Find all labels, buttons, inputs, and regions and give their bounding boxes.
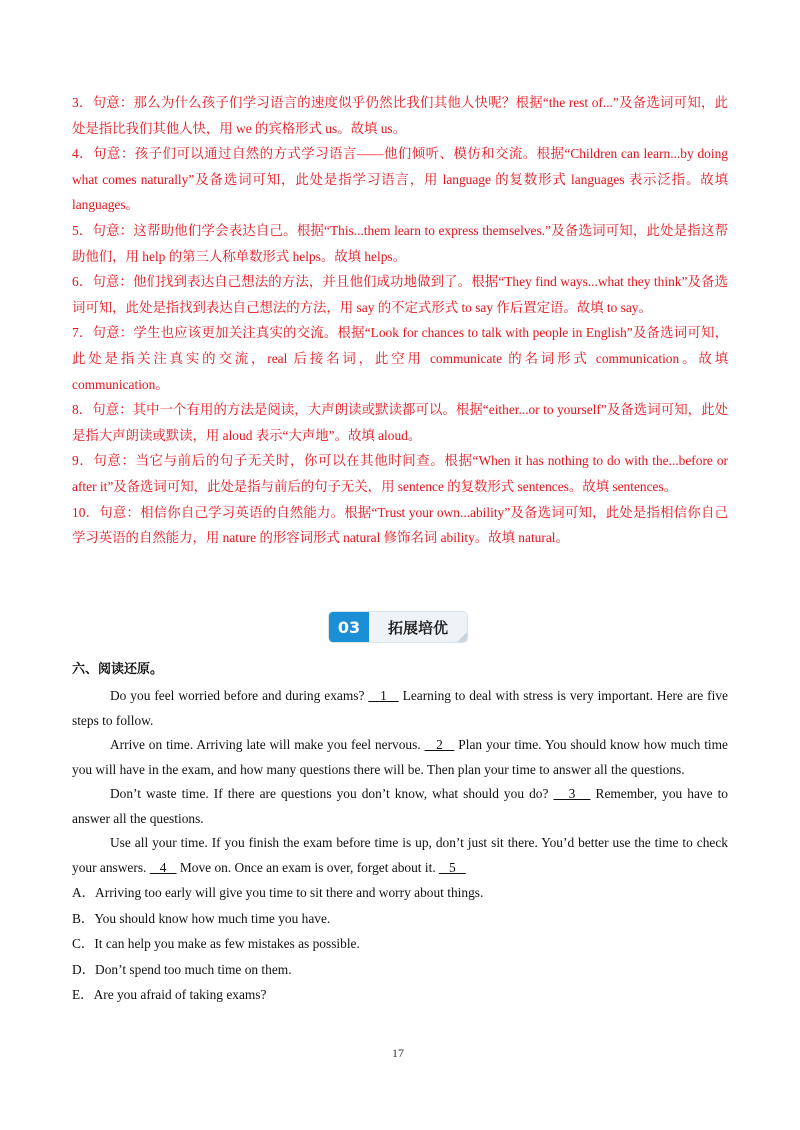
paragraph-text: Plan your time. You should know how much time you will have in the exam, and how many questions there will be. Then plan your time to answer all the questions. [72,737,728,777]
answer-6: 6．句意：他们找到表达自己想法的方法，并且他们成功地做到了。根据“They find ways...what they think”及备选词可知，此处是指找到表达自己想法的方法，用 say 的不定式形式 to say 作后置定语。故填 to say。 [72,274,728,315]
answer-5: 5．句意：这帮助他们学会表达自己。根据“This...them learn to express themselves.”及备选词可知，此处是指这帮助他们，用 help 的第三人称单数形式 helps。故填 helps。 [72,222,728,264]
blank-2: 2 [424,737,455,752]
answer-explanations [72,90,728,551]
option-c: C．It can help you make as few mistakes as possible. [72,936,360,952]
blank-5: 5 [439,859,466,875]
paragraph-text: Don’t waste time. If there are questions you don’t know, what should you do? [110,786,554,801]
answer-3: 3．句意：那么为什么孩子们学习语言的速度似乎仍然比我们其他人快呢？根据“the rest of...”及备选词可知，此处是指比我们其他人快，用 we 的宾格形式 us。故填 us。 [72,95,728,136]
reading-section [72,660,728,1008]
paragraph-text: Arrive on time. Arriving late will make you feel nervous. [110,737,425,752]
answer-8: 8．句意：其中一个有用的方法是阅读，大声朗读或默读都可以。根据“either...or to yourself”及备选词可知，此处是指大声朗读或默读，用 aloud 表示“大声地”。故填 aloud。 [72,402,728,443]
passage-paragraph-2 [72,733,728,782]
option-e: E．Are you afraid of taking exams? [72,987,267,1003]
paragraph-text: Do you feel worried before and during exams? [110,688,369,703]
answer-4: 4．句意：孩子们可以通过自然的方式学习语言——他们倾听、模仿和交流。根据“Children can learn...by doing what comes naturally”及备选词可知，此处是指学习语言，用 language 的复数形式 languages 表示泛指。故填 languages。 [72,146,728,213]
answer-9: 9．句意：当它与前后的句子无关时，你可以在其他时间查。根据“When it has nothing to do with the...before or after it”及备选词可知，此处是指与前后的句子无关，用 sentence 的复数形式 sentences。故填 sentences。 [72,453,728,494]
badge-corner-decoration [457,632,467,642]
passage-paragraph-3 [72,782,728,831]
paragraph-text: Remember, you have to answer all the questions. [72,786,729,826]
page-number: 17 [392,1046,404,1060]
paragraph-text: Move on. Once an exam is over, forget about it. [176,859,440,875]
badge-number: 03 [329,612,369,642]
blank-3: 3 [553,786,591,801]
blank-4: 4 [149,859,177,875]
section-title: 六、阅读还原。 [72,662,164,677]
paragraph-text: Learning to deal with stress is very important. Here are five steps to follow. [72,688,728,728]
paragraph-text: Use all your time. If you finish the exam before time is up, don’t just sit there. You’d better use the time to check your answers. [72,835,728,875]
badge-box [329,612,467,642]
passage-paragraph-4 [72,831,728,880]
badge-label: 拓展培优 [369,612,467,642]
answer-10: 10．句意：相信你自己学习英语的自然能力。根据“Trust your own...ability”及备选词可知，此处是指相信你自己学习英语的自然能力，用 nature 的形容词形式 natural 修饰名词 ability。故填 natural。 [72,504,728,546]
option-a: A．Arriving too early will give you time to sit there and worry about things. [72,885,484,900]
section-badge [0,612,800,646]
option-b: B．You should know how much time you have. [72,910,331,926]
option-d: D．Don’t spend too much time on them. [72,961,292,977]
blank-1: 1 [368,688,399,703]
answer-7: 7．句意：学生也应该更加关注真实的交流。根据“Look for chances to talk with people in English”及备选词可知，此处是指关注真实的交流，real 后接名词，此空用 communicate 的名词形式 communication。故填 communication。 [72,325,728,392]
passage-paragraph-1 [72,684,728,733]
